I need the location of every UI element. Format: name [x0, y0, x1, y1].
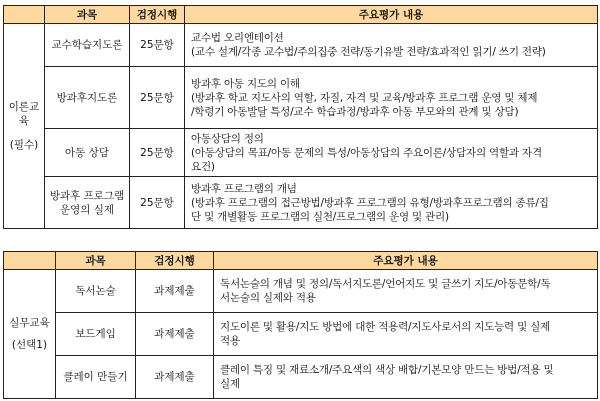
category-sublabel: (선택1)	[11, 339, 48, 351]
course-name: 방과후지도론	[56, 91, 118, 104]
content-line: 실제	[220, 378, 240, 390]
content-cell	[185, 177, 598, 229]
header-exam: 검정시행	[130, 6, 185, 24]
category-cell	[4, 24, 45, 229]
practical-education-table	[3, 251, 598, 399]
category-cell	[4, 270, 56, 399]
content-line: (방과후 프로그램의 접근방법/방과후 프로그램의 유형/방과후프로그램의 종류/집	[191, 196, 549, 209]
table-row	[4, 313, 598, 356]
header-content: 주요평가 내용	[214, 252, 598, 270]
exam-cell: 과제제출	[136, 270, 214, 313]
content-line: (교수 설계/각종 교수법/주의집중 전략/동기유발 전략/효과적인 읽기/ 쓰기 전략)	[191, 46, 546, 58]
course-cell	[56, 356, 136, 399]
course-cell	[56, 313, 136, 356]
content-line: 단 및 개별활동 프로그램의 실천/프로그램의 운영 및 관리)	[191, 210, 449, 223]
course-name: 보드게임	[75, 328, 116, 340]
course-cell	[45, 24, 130, 67]
content-line: (아동상담의 목표/아동 문제의 특성/아동상담의 주요이론/상담자의 역할과 자격	[191, 146, 542, 159]
content-line: 방과후 아동 지도의 이해	[191, 77, 300, 90]
content-line: 서논술의 실제와 적용	[220, 292, 316, 304]
content-line: 교수법 오리엔테이션	[191, 32, 284, 44]
course-name: 방과후 프로그램	[49, 189, 125, 202]
content-line: 클레이 특징 및 재료소개/주요색의 색상 배합/기본모양 만드는 방법/적용 및	[220, 364, 554, 376]
category-sublabel: (필수)	[9, 139, 39, 151]
course-cell	[45, 177, 130, 229]
table-row	[4, 270, 598, 313]
exam-cell: 25문항	[130, 177, 185, 229]
category-label: 이론교육	[8, 101, 40, 127]
content-line: (방과후 학교 지도사의 역할, 자질, 자격 및 교육/방과후 프로그램 운영 및 체제	[191, 91, 538, 104]
course-cell	[45, 67, 130, 129]
table-row	[4, 177, 598, 229]
content-cell	[185, 67, 598, 129]
content-cell	[214, 270, 598, 313]
course-name: 클레이 만들기	[63, 371, 128, 383]
header-course: 과목	[45, 6, 130, 24]
content-line: 방과후 프로그램의 개념	[191, 182, 297, 195]
header-content: 주요평가 내용	[185, 6, 598, 24]
course-name: 운영의 실제	[59, 203, 115, 216]
exam-cell: 25문항	[130, 129, 185, 177]
content-line: 적용	[220, 335, 240, 347]
exam-cell: 25문항	[130, 67, 185, 129]
table-row	[4, 356, 598, 399]
content-line: /학령기 아동발달 특성/교수 학습과정/방과후 아동 부모와의 관계 및 상담)	[191, 105, 519, 118]
header-course: 과목	[56, 252, 136, 270]
category-label: 실무교육	[9, 317, 50, 329]
content-cell	[185, 129, 598, 177]
table-row	[4, 67, 598, 129]
content-cell	[185, 24, 598, 67]
content-line: 지도이론 및 활용/지도 방법에 대한 적용력/지도사로서의 지도능력 및 실제	[220, 321, 551, 333]
exam-cell: 과제제출	[136, 356, 214, 399]
table-row	[4, 24, 598, 67]
header-exam: 검정시행	[136, 252, 214, 270]
content-line: 독서논술의 개념 및 정의/독서지도론/언어지도 및 글쓰기 지도/아동문학/독	[220, 278, 551, 290]
exam-cell: 25문항	[130, 24, 185, 67]
course-name: 독서논술	[75, 285, 116, 297]
table-header-row	[4, 252, 598, 270]
header-blank	[4, 252, 56, 270]
course-cell	[45, 129, 130, 177]
content-line: 요건)	[191, 160, 215, 173]
header-blank	[4, 6, 45, 24]
content-cell	[214, 356, 598, 399]
exam-cell: 과제제출	[136, 313, 214, 356]
course-name: 교수학습지도론	[51, 39, 123, 51]
course-name: 아동 상담	[65, 146, 109, 159]
content-cell	[214, 313, 598, 356]
theory-education-table	[3, 5, 598, 229]
table-row	[4, 129, 598, 177]
table-header-row	[4, 6, 598, 24]
content-line: 아동상담의 정의	[191, 132, 264, 145]
course-cell	[56, 270, 136, 313]
